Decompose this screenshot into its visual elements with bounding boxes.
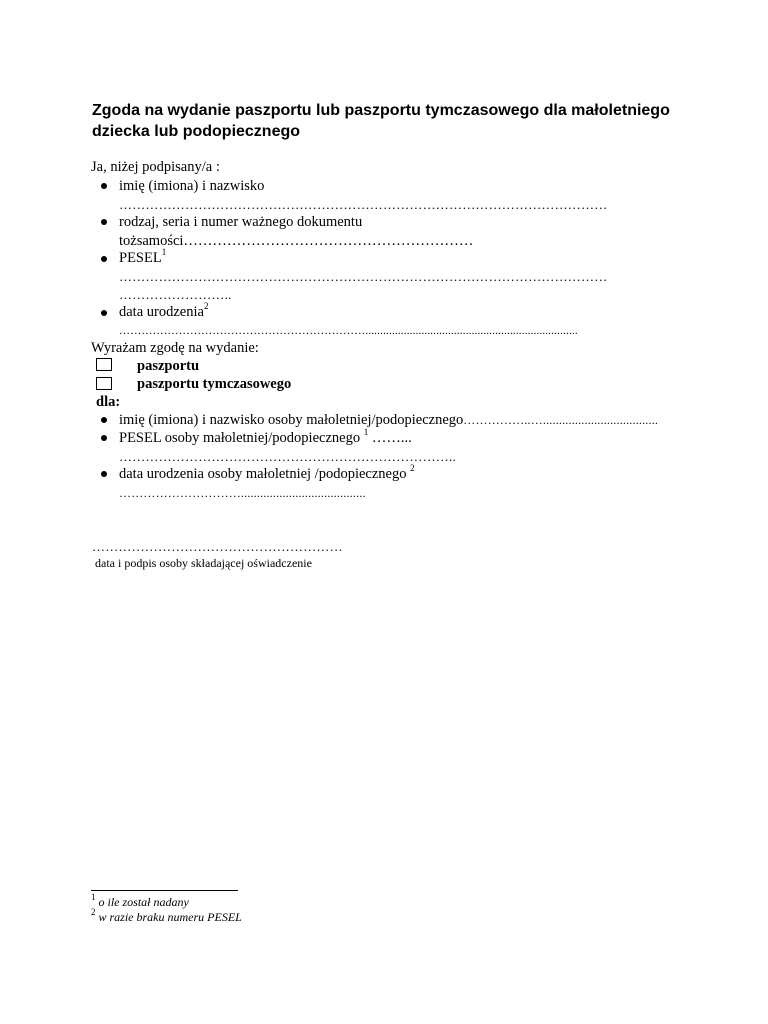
applicant-dob-field[interactable]: …………………………………………………………........................................................................ <box>119 325 578 337</box>
footnote-ref: 2 <box>410 463 415 474</box>
bullet-icon <box>101 471 107 477</box>
bullet-icon <box>101 256 107 262</box>
applicant-name-field[interactable]: ………………………………………………………………………………………………… <box>119 197 608 212</box>
signature-field[interactable]: ………………………………………………… <box>92 539 343 554</box>
signature-label: data i podpis osoby składającej oświadczenie <box>95 556 312 570</box>
temp-passport-option-label: paszportu tymczasowego <box>137 376 292 392</box>
footnote-1: $^1$ o ile został nadany <box>91 892 189 909</box>
bullet-icon <box>101 435 107 441</box>
applicant-pesel-field-cont[interactable]: …………………….. <box>119 287 232 302</box>
passport-checkbox[interactable] <box>96 358 112 371</box>
temp-passport-checkbox[interactable] <box>96 377 112 390</box>
bullet-icon <box>101 219 107 225</box>
footnote-2: $^2$ w razie braku numeru PESEL <box>91 907 242 924</box>
minor-name-label: imię (imiona) i nazwisko osoby małoletniej/podopiecznego……………..….................................... <box>119 412 659 428</box>
bullet-icon <box>101 183 107 189</box>
applicant-doc-label: rodzaj, seria i numer ważnego dokumentu <box>119 214 363 230</box>
for-label: dla: <box>96 394 121 410</box>
minor-dob-field[interactable]: …………………………....................................... <box>119 486 366 500</box>
bullet-icon <box>101 417 107 423</box>
minor-dob-label: data urodzenia osoby małoletniej /podopiecznego $^2$ <box>119 463 415 482</box>
minor-pesel-label: PESEL osoby małoletniej/podopiecznego $^1$ ……... <box>119 427 412 446</box>
passport-option-label: paszportu <box>137 358 200 374</box>
footnote-divider <box>91 890 238 891</box>
footnote-ref: 2 <box>203 301 209 312</box>
applicant-dob-label: data urodzenia$^2$ <box>119 301 209 320</box>
document-title: Zgoda na wydanie paszportu lub paszportu tymczasowego dla małoletniego dziecka lub podopiecznego <box>92 102 670 140</box>
applicant-pesel-field[interactable]: ………………………………………………………………………………………………… <box>119 269 608 284</box>
minor-name-field[interactable]: ……………..….................................... <box>463 413 659 427</box>
applicant-name-label: imię (imiona) i nazwisko <box>119 178 265 194</box>
footnote-ref: 1 <box>161 247 167 258</box>
applicant-doc-field[interactable]: tożsamości…………………………………………………… <box>119 233 474 249</box>
consent-label: Wyrażam zgodę na wydanie: <box>91 340 259 356</box>
minor-pesel-field[interactable]: ………………………………………………………………….. <box>119 449 456 464</box>
intro-text: Ja, niżej podpisany/a : <box>91 159 220 175</box>
bullet-icon <box>101 310 107 316</box>
footnote-ref: 1 <box>363 427 369 438</box>
applicant-pesel-label: PESEL$^1$ <box>119 247 167 266</box>
minor-pesel-inline-field[interactable]: ……... <box>371 430 412 446</box>
